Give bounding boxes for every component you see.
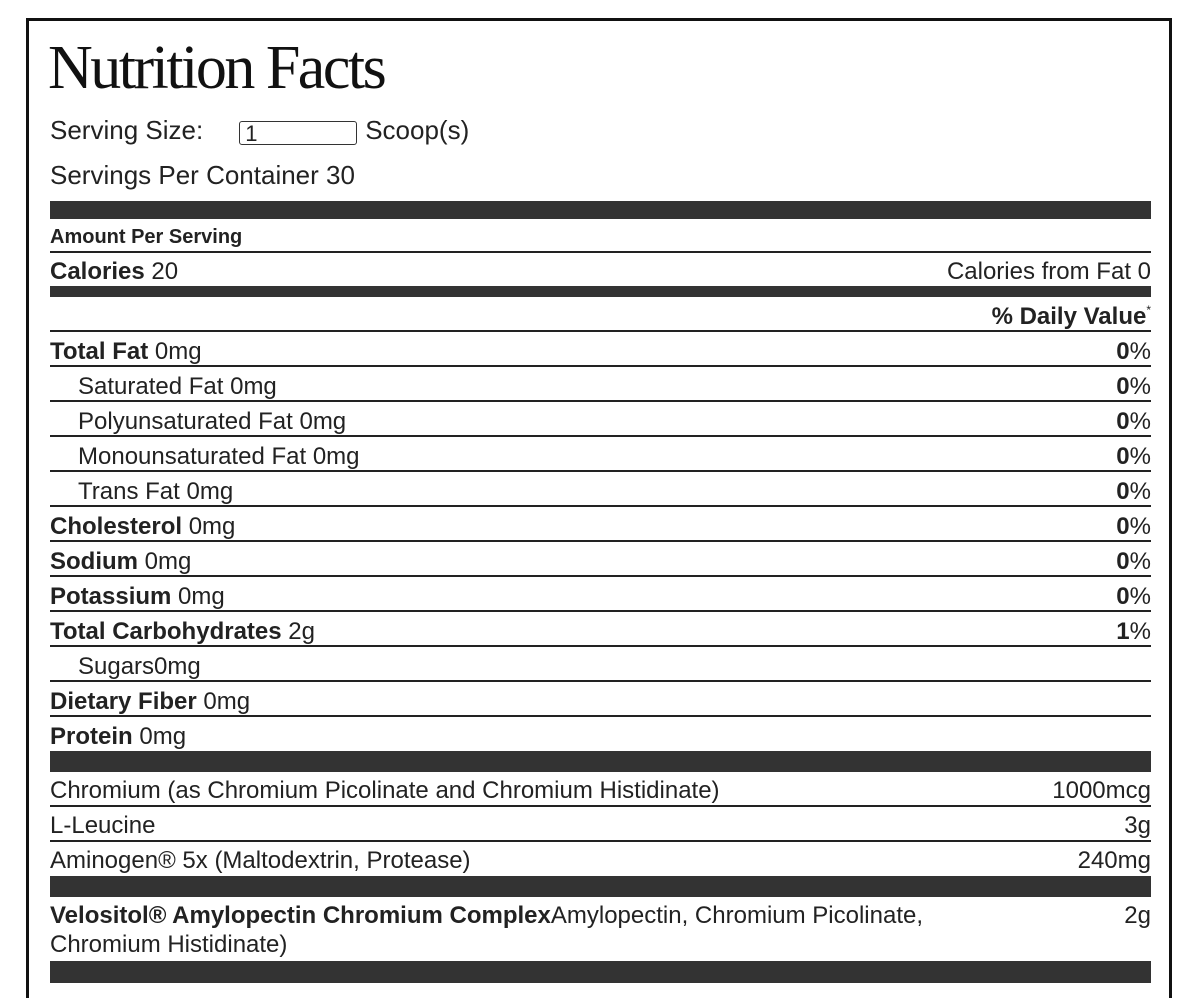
amount-per-serving-heading (50, 227, 1151, 247)
nutrient-label (50, 340, 202, 364)
dv-percent: % (1129, 478, 1151, 505)
nutrient-amount: 0mg (203, 688, 251, 715)
blend-description (50, 901, 1030, 959)
nutrient-name: Trans Fat (78, 478, 180, 505)
nutrient-row (50, 340, 1151, 364)
daily-value-label-group (992, 304, 1151, 329)
nutrient-daily-value (1116, 375, 1151, 399)
nutrient-name: Saturated Fat (78, 373, 224, 400)
divider (50, 805, 1151, 807)
divider (50, 365, 1151, 367)
dv-number: 0 (1116, 583, 1130, 610)
dv-percent: % (1129, 548, 1151, 575)
supplement-row (50, 814, 1151, 838)
nutrient-daily-value (1116, 445, 1151, 469)
nutrient-row (50, 445, 1151, 469)
nutrient-amount: 0mg (178, 583, 225, 610)
nutrient-amount: 0mg (230, 373, 277, 400)
nutrient-row (50, 550, 1151, 574)
dv-percent: % (1129, 408, 1151, 435)
calories-label-group (50, 260, 178, 284)
supplement-amount: 240mg (1077, 847, 1151, 874)
nutrient-name: Monounsaturated Fat (78, 443, 307, 470)
amount-per-serving-label: Amount Per Serving (50, 226, 243, 248)
nutrient-row (50, 410, 1151, 434)
nutrient-name: Protein (50, 723, 133, 750)
daily-value-asterisk: * (1146, 303, 1151, 317)
nutrient-label (78, 445, 360, 469)
nutrient-name: Sodium (50, 548, 138, 575)
nutrient-daily-value (1116, 620, 1151, 644)
dv-percent: % (1129, 338, 1151, 365)
divider (50, 470, 1151, 472)
nutrient-daily-value (1116, 515, 1151, 539)
nutrient-row (50, 515, 1151, 539)
nutrient-row (50, 480, 1151, 504)
nutrient-amount: 0mg (139, 723, 187, 750)
divider-medium (50, 286, 1151, 297)
nutrient-amount: 0mg (312, 443, 360, 470)
dv-number: 0 (1116, 443, 1130, 470)
daily-value-label: % Daily Value (991, 303, 1147, 330)
proprietary-blend-row (50, 901, 1151, 959)
nutrient-name: Sugars (78, 653, 155, 680)
nutrient-daily-value (1116, 480, 1151, 504)
calories-row (50, 260, 1151, 284)
divider (50, 505, 1151, 507)
dv-number: 0 (1116, 513, 1130, 540)
nutrient-label (78, 655, 201, 679)
supplement-row (50, 849, 1151, 873)
nutrient-label (78, 480, 233, 504)
nutrient-amount: 0mg (186, 478, 234, 505)
nutrient-label (50, 585, 225, 609)
nutrient-name: Polyunsaturated Fat (78, 408, 293, 435)
blend-amount: 2g (1124, 902, 1151, 929)
supplement-name: L-Leucine (50, 812, 156, 839)
dv-number: 0 (1116, 408, 1130, 435)
nutrient-amount: 0mg (188, 513, 236, 540)
calories-label: Calories (50, 258, 145, 285)
nutrient-name: Dietary Fiber (50, 688, 197, 715)
divider (50, 251, 1151, 253)
daily-value-heading (50, 304, 1151, 329)
dv-percent: % (1129, 373, 1151, 400)
panel-title: Nutrition Facts (48, 34, 385, 102)
nutrient-name: Total Fat (50, 338, 149, 365)
dv-percent: % (1129, 583, 1151, 610)
nutrient-label (50, 690, 250, 714)
dv-percent: % (1129, 443, 1151, 470)
nutrient-amount: 0mg (154, 338, 202, 365)
nutrition-facts-panel (26, 18, 1172, 998)
dv-number: 0 (1116, 478, 1130, 505)
divider-thick (50, 201, 1151, 219)
divider (50, 540, 1151, 542)
servings-per-container: Servings Per Container 30 (50, 160, 355, 190)
nutrient-daily-value (1116, 585, 1151, 609)
nutrient-label (50, 515, 235, 539)
nutrient-row (50, 725, 1151, 749)
supplement-name: Chromium (as Chromium Picolinate and Chromium Histidinate) (50, 777, 720, 804)
nutrient-row (50, 375, 1151, 399)
nutrient-daily-value (1116, 340, 1151, 364)
supplement-amount: 3g (1124, 812, 1151, 839)
calories-value: 20 (151, 258, 179, 285)
dv-number: 0 (1116, 373, 1130, 400)
nutrient-amount: 0mg (154, 653, 201, 680)
nutrient-amount: 0mg (144, 548, 192, 575)
supplement-amount: 1000mcg (1052, 777, 1151, 804)
nutrient-row (50, 690, 1151, 714)
divider (50, 400, 1151, 402)
serving-size-label: Serving Size: (50, 115, 204, 145)
dv-number: 0 (1116, 548, 1130, 575)
dv-number: 0 (1116, 338, 1130, 365)
nutrient-row (50, 585, 1151, 609)
dv-percent: % (1129, 618, 1151, 645)
dv-percent: % (1129, 513, 1151, 540)
divider (50, 840, 1151, 842)
divider-thick (50, 751, 1151, 772)
divider (50, 610, 1151, 612)
divider (50, 330, 1151, 332)
serving-unit: Scoop(s) (365, 115, 470, 145)
divider (50, 575, 1151, 577)
supplement-row (50, 779, 1151, 803)
nutrient-label (50, 620, 315, 644)
blend-name: Velositol® Amylopectin Chromium Complex (50, 902, 551, 929)
nutrient-daily-value (1116, 550, 1151, 574)
nutrient-label (78, 410, 346, 434)
nutrient-label (50, 550, 191, 574)
divider (50, 680, 1151, 682)
nutrient-name: Potassium (50, 583, 172, 610)
supplement-name: Aminogen® 5x (Maltodextrin, Protease) (50, 847, 471, 874)
divider (50, 715, 1151, 717)
nutrient-label (50, 725, 186, 749)
serving-size-line (50, 117, 469, 145)
nutrient-daily-value (1116, 410, 1151, 434)
nutrient-amount: 2g (288, 618, 315, 645)
serving-quantity-input[interactable]: 1 (239, 121, 357, 145)
divider-thick (50, 961, 1151, 983)
divider (50, 435, 1151, 437)
nutrient-name: Cholesterol (50, 513, 183, 540)
nutrient-row (50, 655, 1151, 679)
blend-ingredients: Amylopectin, Chromium Picolinate, Chromium Histidinate) (50, 902, 924, 958)
nutrient-row (50, 620, 1151, 644)
nutrient-name: Total Carbohydrates (50, 618, 282, 645)
calories-from-fat: Calories from Fat 0 (946, 258, 1151, 285)
nutrient-amount: 0mg (299, 408, 347, 435)
nutrient-label (78, 375, 277, 399)
divider (50, 645, 1151, 647)
dv-number: 1 (1116, 618, 1130, 645)
divider-thick (50, 876, 1151, 897)
